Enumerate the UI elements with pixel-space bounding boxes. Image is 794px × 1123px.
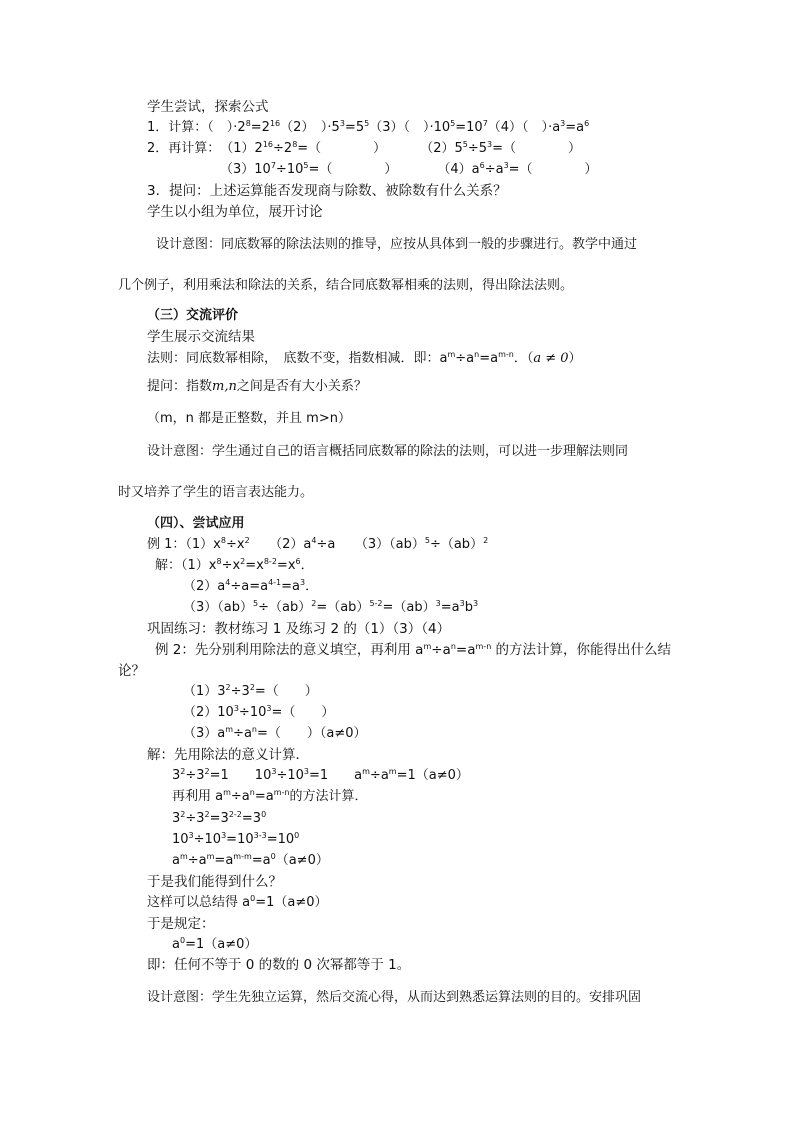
division-rule: 法则：同底数幂相除， 底数不变，指数相减．即：$a^m\div a^n=a^{m-n}$．（a ≠ 0） <box>147 350 582 366</box>
calc-item-2b: $(3)10^7\div 10^5=$（ ） $(4)a^6\div a^3=$（ ） <box>220 161 598 177</box>
section-three-heading: （三）交流评价 <box>147 308 239 323</box>
design-note-3-line-1: 设计意图：学生先独立运算，然后交流心得，从而达到熟悉运算法则的目的。安排巩固 <box>147 990 642 1005</box>
example-1: 例 1：$(1)x^8\div x^2$ $(2)a^4\div a$ （3）（ab）$^5$÷（ab）$^2$ <box>147 536 489 552</box>
discuss-line: 学生以小组为单位，展开讨论 <box>147 204 323 220</box>
design-note-2-line-1: 设计意图：学生通过自己的语言概括同底数幂的除法的法则，可以进一步理解法则同 <box>147 444 629 459</box>
show-results-line: 学生展示交流结果 <box>147 329 255 345</box>
example-2-line-2: 论？ <box>118 663 145 679</box>
zero-power-meaning: 即：任何不等于 0 的数的 0 次幂都等于 1。 <box>147 957 411 973</box>
calc-item-2a: 2．再计算： $(1)2^{16}\div 2^8=$（ ） $(2)5^5\div 5^3=$（ ） <box>147 140 581 156</box>
solution-2-calc-1: $3^2\div 3^2=3^{2-2}=3^0$ <box>172 810 267 826</box>
calc-item-1: 1．计算：（ ）$\cdot 2^8=2^{16}(2)$ ）$\cdot 5^3=5^5(3)$（ ）$\cdot 10^5=10^7(4)$（ ）$\cdot a^3=a^6$ <box>147 119 590 135</box>
conclusion-line: 这样可以总结得 $a^0=1(a\ne 0)$ <box>147 894 328 910</box>
design-note-1-line-1: 设计意图：同底数幂的除法法则的推导，应按从具体到一般的步骤进行。教学中通过 <box>156 237 638 252</box>
solution-2-meaning-results: $3^2\div 3^2=1$ $10^3\div 10^3=1$ $a^m\div a^m=1(a\ne 0)$ <box>172 767 469 783</box>
what-can-we-get: 于是我们能得到什么？ <box>147 874 282 890</box>
solution-2-calc-3: $a^m\div a^m=a^{m-m}=a^0(a\ne 0)$ <box>172 852 329 868</box>
design-note-1-line-2: 几个例子，利用乘法和除法的关系，结合同底数幂相乘的法则，得出除法法则。 <box>118 278 574 293</box>
design-note-2-line-2: 时又培养了学生的语言表达能力。 <box>118 485 314 500</box>
example-2-line-1: 例 2：先分别利用除法的意义填空，再利用 $a^m\div a^n=a^{m-n}$ 的方法计算，你能得出什么结 <box>155 642 672 658</box>
example-2-question-2: $(2)10^3\div 10^3=$（ ） <box>183 704 335 720</box>
exponent-condition: （m，n 都是正整数，并且 m>n） <box>147 411 351 426</box>
define-line: 于是规定： <box>147 916 215 932</box>
solution-2-calc-2: $10^3\div 10^3=10^{3-3}=10^0$ <box>172 831 300 847</box>
exponent-question: 提问：指数m,n之间是否有大小关系？ <box>147 379 367 394</box>
explore-heading: 学生尝试，探索公式 <box>147 99 269 115</box>
solution-2-intro: 解：先用除法的意义计算． <box>147 747 309 763</box>
define-formula: $a^0=1(a\ne 0)$ <box>172 936 258 952</box>
solution-2-again: 再利用 $a^m\div a^n=a^{m-n}$的方法计算． <box>172 788 368 804</box>
example-2-question-3: $(3)a^m\div a^n=$（ ）（a≠0） <box>183 725 367 741</box>
solution-1-step-1: 解：$(1)x^8\div x^2=x^{8-2}=x^6$． <box>155 557 314 573</box>
question-item-3: 3．提问：上述运算能否发现商与除数、被除数有什么关系？ <box>147 183 507 199</box>
solution-1-step-3: $(3)(ab)^5\div(ab)^2=(ab)^{5-2}=(ab)^3=a^3b^3$ <box>183 599 479 615</box>
example-2-question-1: $(1)3^2\div 3^2=$（ ） <box>183 683 318 699</box>
solution-1-step-2: $(2)a^4\div a=a^{4-1}=a^3$． <box>183 578 319 594</box>
practice-line: 巩固练习：教材练习 1 及练习 2 的（1）（3）（4） <box>147 621 451 637</box>
section-four-heading: （四）、尝试应用 <box>147 516 245 531</box>
